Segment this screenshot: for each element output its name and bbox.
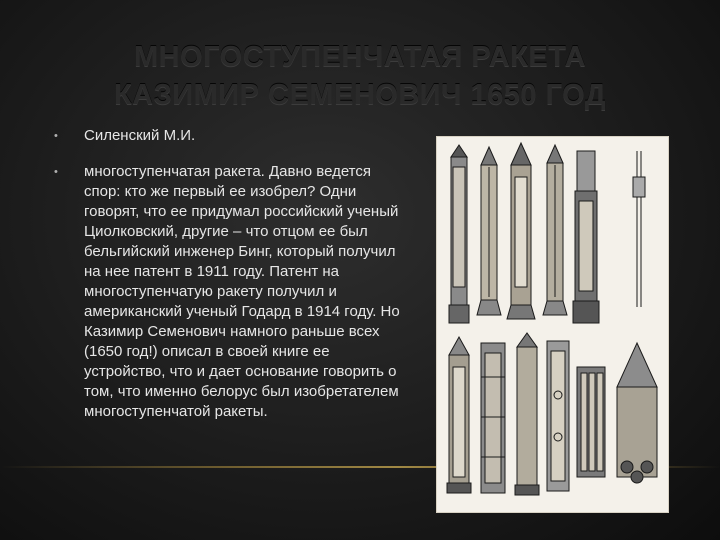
rocket-figure	[507, 143, 535, 319]
bullet-list	[50, 126, 410, 438]
title-line-2: КАЗИМИР СЕМЕНОВИЧ 1650 ГОД	[113, 79, 607, 111]
bullet-text: Силенский М.И.	[84, 127, 196, 144]
rocket-figure	[547, 341, 569, 491]
rocket-figure	[449, 145, 469, 323]
rocket-figure	[477, 147, 501, 315]
bullet-item-author	[50, 126, 410, 146]
bullet-dot-icon: •	[54, 166, 58, 178]
rocket-figure	[447, 337, 471, 493]
rocket-engraving-icon	[437, 137, 668, 512]
bullet-text: многоступенчатая ракета. Давно ведется спор: кто же первый ее изобрел? Одни говорят, что ее придумал российский ученый Циолковский, другие – что отцом ее был бельгийский инженер Бинг, который получил на нее патент в 1911 году. Патент на многоступенчатую ракету получил и американский ученый Годард в 1914 году. Но Казимир Семенович намного раньше всех (1650 год!) описал в своей книге ее устройство, что и дает основание говорить о том, что именно белорус был изобретателем многоступенчатой ракеты.	[84, 163, 400, 420]
rocket-figure	[515, 333, 539, 495]
bullet-item-description	[50, 162, 410, 422]
rocket-figure	[481, 343, 505, 493]
rocket-figure	[573, 151, 599, 323]
slide-title	[0, 38, 720, 114]
rocket-figure	[633, 151, 645, 307]
rocket-figure	[543, 145, 567, 315]
rocket-figure	[617, 343, 657, 483]
bullet-dot-icon: •	[54, 130, 58, 142]
rocket-engraving-image	[436, 136, 669, 513]
title-line-1: МНОГОСТУПЕНЧАТАЯ РАКЕТА	[133, 41, 587, 73]
rocket-figure	[577, 367, 605, 477]
